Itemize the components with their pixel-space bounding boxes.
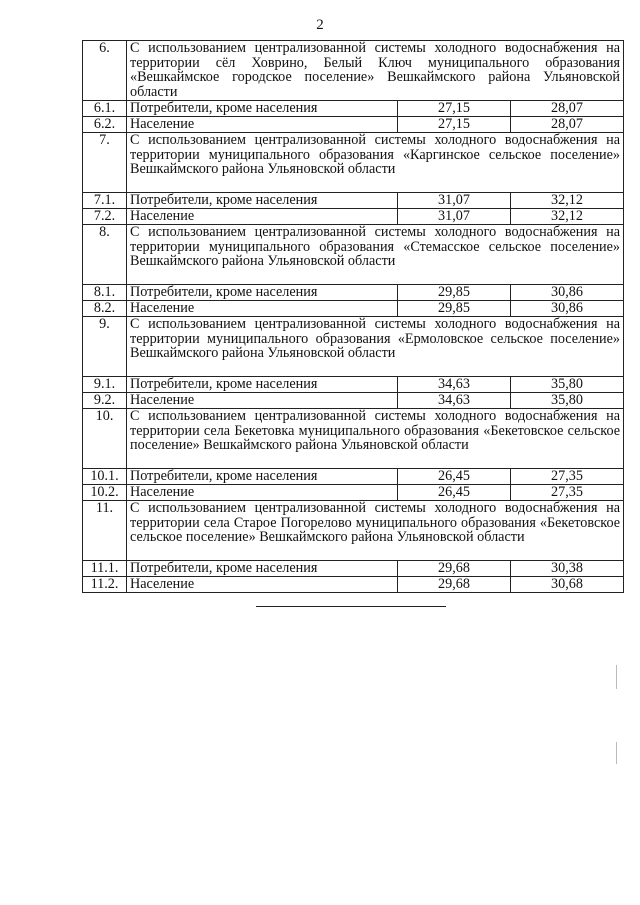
tariff-row — [83, 301, 624, 317]
group-row — [83, 501, 624, 561]
tariff-row — [83, 193, 624, 209]
row-number: 11. — [83, 501, 127, 561]
scan-margin-mark — [616, 665, 617, 689]
consumer-category: Потребители, кроме населения — [127, 377, 398, 393]
scan-margin-mark — [616, 742, 617, 764]
tariff-value-first-period: 29,85 — [398, 285, 511, 301]
tariff-value-first-period: 26,45 — [398, 469, 511, 485]
tariff-value-second-period: 32,12 — [511, 193, 624, 209]
tariff-row — [83, 209, 624, 225]
tariff-value-first-period: 31,07 — [398, 209, 511, 225]
consumer-category: Население — [127, 485, 398, 501]
tariff-value-second-period: 28,07 — [511, 117, 624, 133]
tariff-value-first-period: 34,63 — [398, 393, 511, 409]
group-row — [83, 225, 624, 285]
group-description: С использованием централизованной системы холодного водоснабжения на территории сёл Ховрино, Белый Ключ муниципального образования «Вешкаймское городское поселение» Вешкаймского района Ульяновской области — [127, 41, 624, 101]
row-number: 8.1. — [83, 285, 127, 301]
row-number: 8. — [83, 225, 127, 285]
row-number: 10.2. — [83, 485, 127, 501]
tariff-row — [83, 393, 624, 409]
tariff-value-first-period: 29,68 — [398, 577, 511, 593]
tariff-value-first-period: 34,63 — [398, 377, 511, 393]
group-row — [83, 133, 624, 193]
row-number: 7.1. — [83, 193, 127, 209]
group-description: С использованием централизованной системы холодного водоснабжения на территории села Старое Погорелово муниципального образования «Бекетовское сельское поселение» Вешкаймского района Ульяновской области — [127, 501, 624, 561]
row-number: 11.1. — [83, 561, 127, 577]
tariff-row — [83, 469, 624, 485]
tariff-value-second-period: 30,86 — [511, 301, 624, 317]
tariff-value-first-period: 27,15 — [398, 117, 511, 133]
row-number: 7. — [83, 133, 127, 193]
tariff-value-first-period: 27,15 — [398, 101, 511, 117]
tariff-value-second-period: 35,80 — [511, 377, 624, 393]
row-number: 6. — [83, 41, 127, 101]
row-number: 7.2. — [83, 209, 127, 225]
tariff-row — [83, 561, 624, 577]
consumer-category: Потребители, кроме населения — [127, 101, 398, 117]
tariff-row — [83, 377, 624, 393]
tariff-row — [83, 485, 624, 501]
row-number: 10. — [83, 409, 127, 469]
tariff-table — [82, 40, 624, 593]
end-of-document-rule — [256, 606, 446, 607]
row-number: 9.1. — [83, 377, 127, 393]
consumer-category: Потребители, кроме населения — [127, 561, 398, 577]
tariff-row — [83, 577, 624, 593]
page-number: 2 — [316, 17, 324, 33]
group-row — [83, 41, 624, 101]
row-number: 8.2. — [83, 301, 127, 317]
group-row — [83, 409, 624, 469]
consumer-category: Потребители, кроме населения — [127, 285, 398, 301]
group-description: С использованием централизованной системы холодного водоснабжения на территории муниципального образования «Ермоловское сельское поселение» Вешкаймского района Ульяновской области — [127, 317, 624, 377]
tariff-value-second-period: 28,07 — [511, 101, 624, 117]
row-number: 10.1. — [83, 469, 127, 485]
tariff-row — [83, 101, 624, 117]
tariff-table-body — [83, 41, 624, 593]
tariff-row — [83, 117, 624, 133]
group-row — [83, 317, 624, 377]
row-number: 9.2. — [83, 393, 127, 409]
tariff-value-second-period: 35,80 — [511, 393, 624, 409]
consumer-category: Население — [127, 301, 398, 317]
consumer-category: Население — [127, 117, 398, 133]
tariff-value-first-period: 29,85 — [398, 301, 511, 317]
row-number: 6.2. — [83, 117, 127, 133]
tariff-row — [83, 285, 624, 301]
row-number: 6.1. — [83, 101, 127, 117]
tariff-value-first-period: 26,45 — [398, 485, 511, 501]
row-number: 11.2. — [83, 577, 127, 593]
tariff-value-second-period: 30,68 — [511, 577, 624, 593]
tariff-value-second-period: 27,35 — [511, 485, 624, 501]
tariff-value-second-period: 32,12 — [511, 209, 624, 225]
group-description: С использованием централизованной системы холодного водоснабжения на территории села Бекетовка муниципального образования «Бекетовское сельское поселение» Вешкаймского района Ульяновской области — [127, 409, 624, 469]
tariff-value-first-period: 29,68 — [398, 561, 511, 577]
consumer-category: Потребители, кроме населения — [127, 193, 398, 209]
row-number: 9. — [83, 317, 127, 377]
consumer-category: Потребители, кроме населения — [127, 469, 398, 485]
group-description: С использованием централизованной системы холодного водоснабжения на территории муниципального образования «Стемасское сельское поселение» Вешкаймского района Ульяновской области — [127, 225, 624, 285]
tariff-value-second-period: 27,35 — [511, 469, 624, 485]
tariff-value-second-period: 30,38 — [511, 561, 624, 577]
tariff-value-first-period: 31,07 — [398, 193, 511, 209]
consumer-category: Население — [127, 577, 398, 593]
consumer-category: Население — [127, 393, 398, 409]
tariff-value-second-period: 30,86 — [511, 285, 624, 301]
consumer-category: Население — [127, 209, 398, 225]
group-description: С использованием централизованной системы холодного водоснабжения на территории муниципального образования «Каргинское сельское поселение» Вешкаймского района Ульяновской области — [127, 133, 624, 193]
